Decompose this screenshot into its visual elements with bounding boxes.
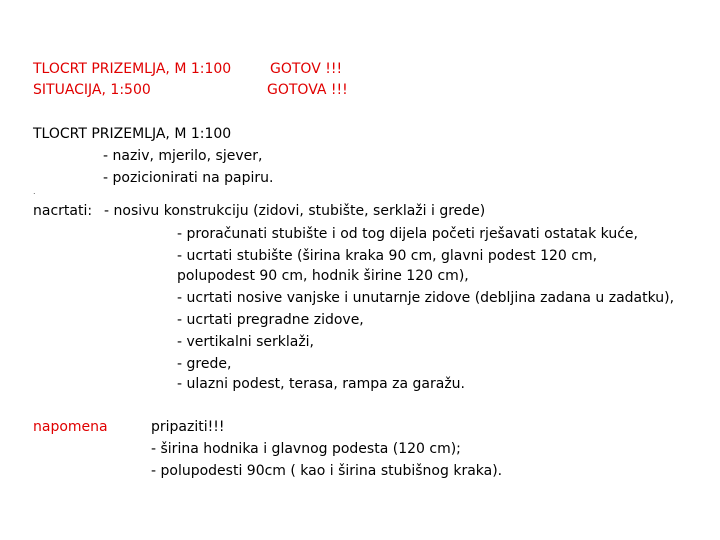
- napomena-label: napomena: [33, 419, 108, 435]
- napomena-line: pripaziti!!!: [151, 419, 225, 435]
- nacrtati-lead: - nosivu konstrukciju (zidovi, stubište, serklaži i grede): [104, 203, 486, 219]
- nacrtati-item: - ucrtati nosive vanjske i unutarnje zidove (debljina zadana u zadatku),: [177, 290, 675, 306]
- nacrtati-item: - proračunati stubište i od tog dijela početi rješavati ostatak kuće,: [177, 226, 638, 242]
- napomena-line: - polupodesti 90cm ( kao i širina stubišnog kraka).: [151, 463, 503, 479]
- separator-mark: .: [33, 187, 36, 196]
- header-status-gotov: GOTOV !!!: [270, 61, 343, 77]
- tlocrt-item: - pozicionirati na papiru.: [103, 170, 274, 186]
- section-tlocrt-title: TLOCRT PRIZEMLJA, M 1:100: [33, 126, 232, 142]
- header-title-situacija: SITUACIJA, 1:500: [33, 82, 151, 98]
- nacrtati-item: - ucrtati stubište (širina kraka 90 cm, glavni podest 120 cm,: [177, 248, 598, 264]
- nacrtati-label: nacrtati:: [33, 203, 93, 219]
- nacrtati-item: - ulazni podest, terasa, rampa za garažu.: [177, 376, 465, 392]
- tlocrt-item: - naziv, mjerilo, sjever,: [103, 148, 263, 164]
- header-title-tlocrt: TLOCRT PRIZEMLJA, M 1:100: [33, 61, 232, 77]
- header-status-gotova: GOTOVA !!!: [267, 82, 348, 98]
- nacrtati-item: - vertikalni serklaži,: [177, 334, 315, 350]
- napomena-line: - širina hodnika i glavnog podesta (120 cm);: [151, 441, 461, 457]
- nacrtati-item: polupodest 90 cm, hodnik širine 120 cm),: [177, 268, 469, 284]
- nacrtati-item: - ucrtati pregradne zidove,: [177, 312, 364, 328]
- nacrtati-item: - grede,: [177, 356, 232, 372]
